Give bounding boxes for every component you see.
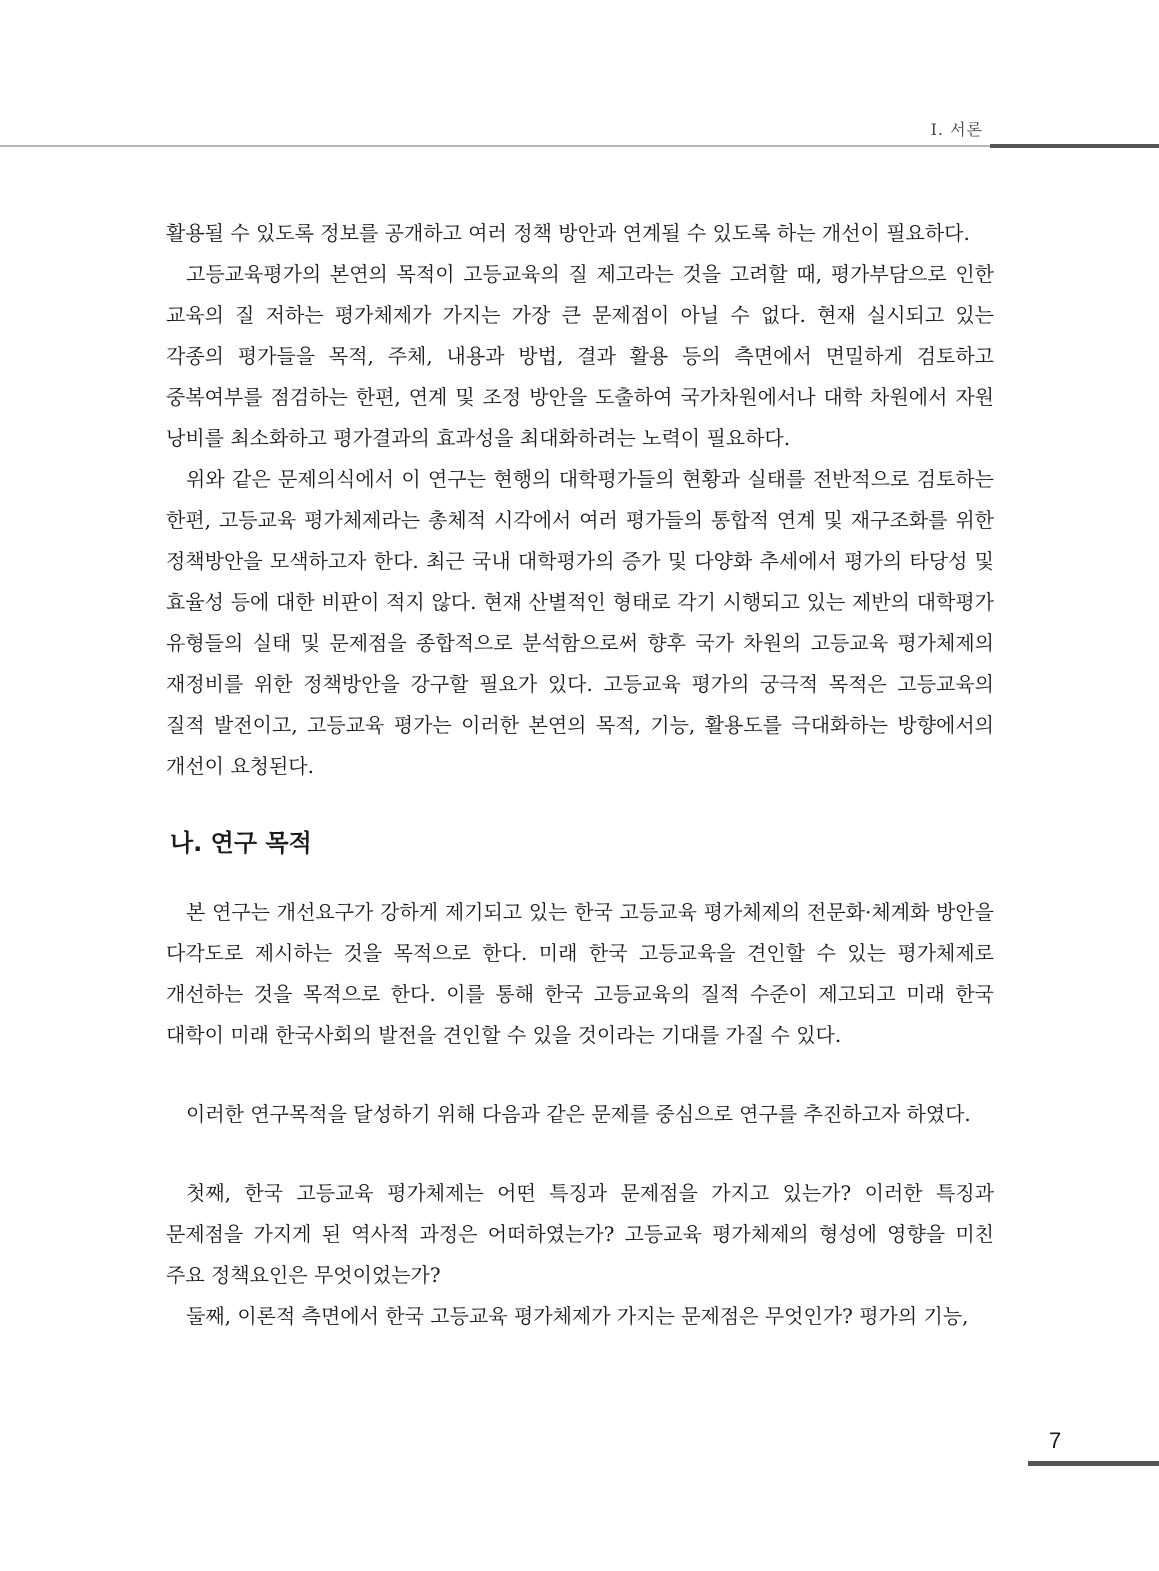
- paragraph-question-first: 첫째, 한국 고등교육 평가체제는 어떤 특징과 문제점을 가지고 있는가? 이러한 특징과 문제점을 가지게 된 역사적 과정은 어떠하였는가? 고등교육 평가체제의 형성에 영향을 미친 주요 정책요인은 무엇이었는가?: [166, 1181, 994, 1287]
- paragraph-research-purpose: 본 연구는 개선요구가 강하게 제기되고 있는 한국 고등교육 평가체제의 전문화·체계화 방안을 다각도로 제시하는 것을 목적으로 한다. 미래 한국 고등교육을 견인할 수 있는 평가체제로 개선하는 것을 목적으로 한다. 이를 통해 한국 고등교육의 질적 수준이 제고되고 미래 한국 대학이 미래 한국사회의 발전을 견인할 수 있을 것이라는 기대를 가질 수 있다.: [166, 900, 994, 1047]
- section-heading: 나. 연구 목적: [170, 829, 312, 857]
- paragraph-research-direction: 위와 같은 문제의식에서 이 연구는 현행의 대학평가들의 현황과 실태를 전반적으로 검토하는 한편, 고등교육 평가체제라는 총체적 시각에서 여러 평가들의 통합적 연계 및 재구조화를 위한 정책방안을 모색하고자 한다. 최근 국내 대학평가의 증가 및 다양화 추세에서 평가의 타당성 및 효율성 등에 대한 비판이 적지 않다. 현재 산별적인 형태로 각기 시행되고 있는 제반의 대학평가 유형들의 실태 및 문제점을 종합적으로 분석함으로써 향후 국가 차원의 고등교육 평가체제의 재정비를 위한 정책방안을 강구할 필요가 있다. 고등교육 평가의 궁극적 목적은 고등교육의 질적 발전이고, 고등교육 평가는 이러한 본연의 목적, 기능, 활용도를 극대화하는 방향에서의 개선이 요청된다.: [166, 467, 994, 778]
- running-head: Ⅰ. 서론: [930, 120, 983, 139]
- paragraph-continuation: 활용될 수 있도록 정보를 공개하고 여러 정책 방안과 연계될 수 있도록 하는 개선이 필요하다.: [166, 221, 970, 245]
- paragraph-evaluation-burden: 고등교육평가의 본연의 목적이 고등교육의 질 제고라는 것을 고려할 때, 평가부담으로 인한 교육의 질 저하는 평가체제가 가지는 가장 큰 문제점이 아닐 수 없다. 현재 실시되고 있는 각종의 평가들을 목적, 주체, 내용과 방법, 결과 활용 등의 측면에서 면밀하게 검토하고 중복여부를 점검하는 한편, 연계 및 조정 방안을 도출하여 국가차원에서나 대학 차원에서 자원 낭비를 최소화하고 평가결과의 효과성을 최대화하려는 노력이 필요하다.: [166, 262, 994, 450]
- page-number: 7: [1049, 1428, 1062, 1453]
- page-body: [166, 213, 994, 1337]
- footer-rule: [1028, 1461, 1159, 1466]
- paragraph-question-second: 둘째, 이론적 측면에서 한국 고등교육 평가체제가 가지는 문제점은 무엇인가? 평가의 기능,: [186, 1304, 969, 1328]
- paragraph-research-questions-intro: 이러한 연구목적을 달성하기 위해 다음과 같은 문제를 중심으로 연구를 추진하고자 하였다.: [186, 1102, 971, 1126]
- header-rule-accent: [990, 144, 1159, 148]
- header-rule: [0, 145, 990, 147]
